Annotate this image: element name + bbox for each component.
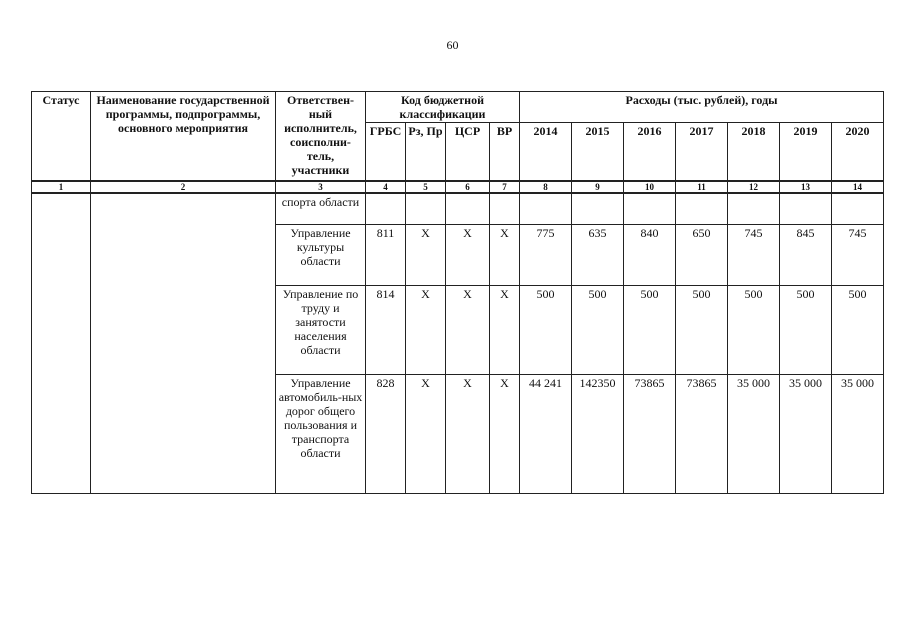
executor-cell: Управление по труду и занятости населения области bbox=[276, 285, 366, 374]
page-number: 60 bbox=[446, 38, 459, 52]
value-cell: 650 bbox=[676, 224, 728, 285]
value-cell bbox=[572, 193, 624, 225]
value-cell: 635 bbox=[572, 224, 624, 285]
header-budget-code: Код бюджетной классификации bbox=[366, 92, 520, 123]
value-cell bbox=[520, 193, 572, 225]
value-cell: 745 bbox=[728, 224, 780, 285]
vr-cell: Х bbox=[490, 285, 520, 374]
header-executor: Ответствен-ный исполнитель, соисполни-тель, участники bbox=[276, 92, 366, 181]
value-cell: 44 241 bbox=[520, 374, 572, 493]
value-cell: 73865 bbox=[676, 374, 728, 493]
value-cell bbox=[780, 193, 832, 225]
status-cell bbox=[32, 193, 91, 494]
value-cell: 500 bbox=[676, 285, 728, 374]
grbs-cell: 828 bbox=[366, 374, 406, 493]
value-cell: 35 000 bbox=[832, 374, 884, 493]
header-year-2016: 2016 bbox=[624, 123, 676, 181]
grbs-cell: 811 bbox=[366, 224, 406, 285]
column-number: 6 bbox=[446, 181, 490, 193]
csr-cell bbox=[446, 193, 490, 225]
header-expenses: Расходы (тыс. рублей), годы bbox=[520, 92, 884, 123]
value-cell bbox=[676, 193, 728, 225]
column-number: 13 bbox=[780, 181, 832, 193]
value-cell: 745 bbox=[832, 224, 884, 285]
header-rz-pr: Рз, Пр bbox=[406, 123, 446, 181]
csr-cell: Х bbox=[446, 285, 490, 374]
value-cell bbox=[832, 193, 884, 225]
value-cell: 35 000 bbox=[728, 374, 780, 493]
value-cell: 840 bbox=[624, 224, 676, 285]
column-number: 9 bbox=[572, 181, 624, 193]
executor-cell: Управление автомобиль-ных дорог общего пользования и транспорта области bbox=[276, 374, 366, 493]
column-number: 4 bbox=[366, 181, 406, 193]
csr-cell: Х bbox=[446, 224, 490, 285]
header-year-2014: 2014 bbox=[520, 123, 572, 181]
table-row bbox=[32, 193, 884, 225]
value-cell bbox=[624, 193, 676, 225]
value-cell: 35 000 bbox=[780, 374, 832, 493]
grbs-cell bbox=[366, 193, 406, 225]
grbs-cell: 814 bbox=[366, 285, 406, 374]
column-number: 7 bbox=[490, 181, 520, 193]
column-number: 8 bbox=[520, 181, 572, 193]
column-number: 12 bbox=[728, 181, 780, 193]
vr-cell: Х bbox=[490, 224, 520, 285]
header-year-2018: 2018 bbox=[728, 123, 780, 181]
header-year-2017: 2017 bbox=[676, 123, 728, 181]
header-year-2020: 2020 bbox=[832, 123, 884, 181]
budget-table bbox=[31, 91, 884, 494]
column-number: 5 bbox=[406, 181, 446, 193]
csr-cell: Х bbox=[446, 374, 490, 493]
column-numbers-row bbox=[32, 181, 884, 193]
column-number: 11 bbox=[676, 181, 728, 193]
program-name-cell bbox=[91, 193, 276, 494]
value-cell: 845 bbox=[780, 224, 832, 285]
header-year-2015: 2015 bbox=[572, 123, 624, 181]
value-cell: 500 bbox=[572, 285, 624, 374]
column-number: 10 bbox=[624, 181, 676, 193]
value-cell: 775 bbox=[520, 224, 572, 285]
rz-pr-cell bbox=[406, 193, 446, 225]
executor-cell: спорта области bbox=[276, 193, 366, 225]
value-cell: 500 bbox=[624, 285, 676, 374]
header-status: Статус bbox=[32, 92, 91, 181]
rz-pr-cell: Х bbox=[406, 224, 446, 285]
value-cell bbox=[728, 193, 780, 225]
header-vr: ВР bbox=[490, 123, 520, 181]
value-cell: 73865 bbox=[624, 374, 676, 493]
value-cell: 500 bbox=[520, 285, 572, 374]
executor-cell: Управление культуры области bbox=[276, 224, 366, 285]
header-name: Наименование государственной программы, подпрограммы, основного мероприятия bbox=[91, 92, 276, 181]
header-grbs: ГРБС bbox=[366, 123, 406, 181]
value-cell: 500 bbox=[728, 285, 780, 374]
rz-pr-cell: Х bbox=[406, 285, 446, 374]
header-row-1 bbox=[32, 92, 884, 123]
column-number: 2 bbox=[91, 181, 276, 193]
header-csr: ЦСР bbox=[446, 123, 490, 181]
value-cell: 500 bbox=[780, 285, 832, 374]
column-number: 14 bbox=[832, 181, 884, 193]
vr-cell: Х bbox=[490, 374, 520, 493]
value-cell: 142350 bbox=[572, 374, 624, 493]
header-year-2019: 2019 bbox=[780, 123, 832, 181]
value-cell: 500 bbox=[832, 285, 884, 374]
column-number: 1 bbox=[32, 181, 91, 193]
rz-pr-cell: Х bbox=[406, 374, 446, 493]
vr-cell bbox=[490, 193, 520, 225]
column-number: 3 bbox=[276, 181, 366, 193]
